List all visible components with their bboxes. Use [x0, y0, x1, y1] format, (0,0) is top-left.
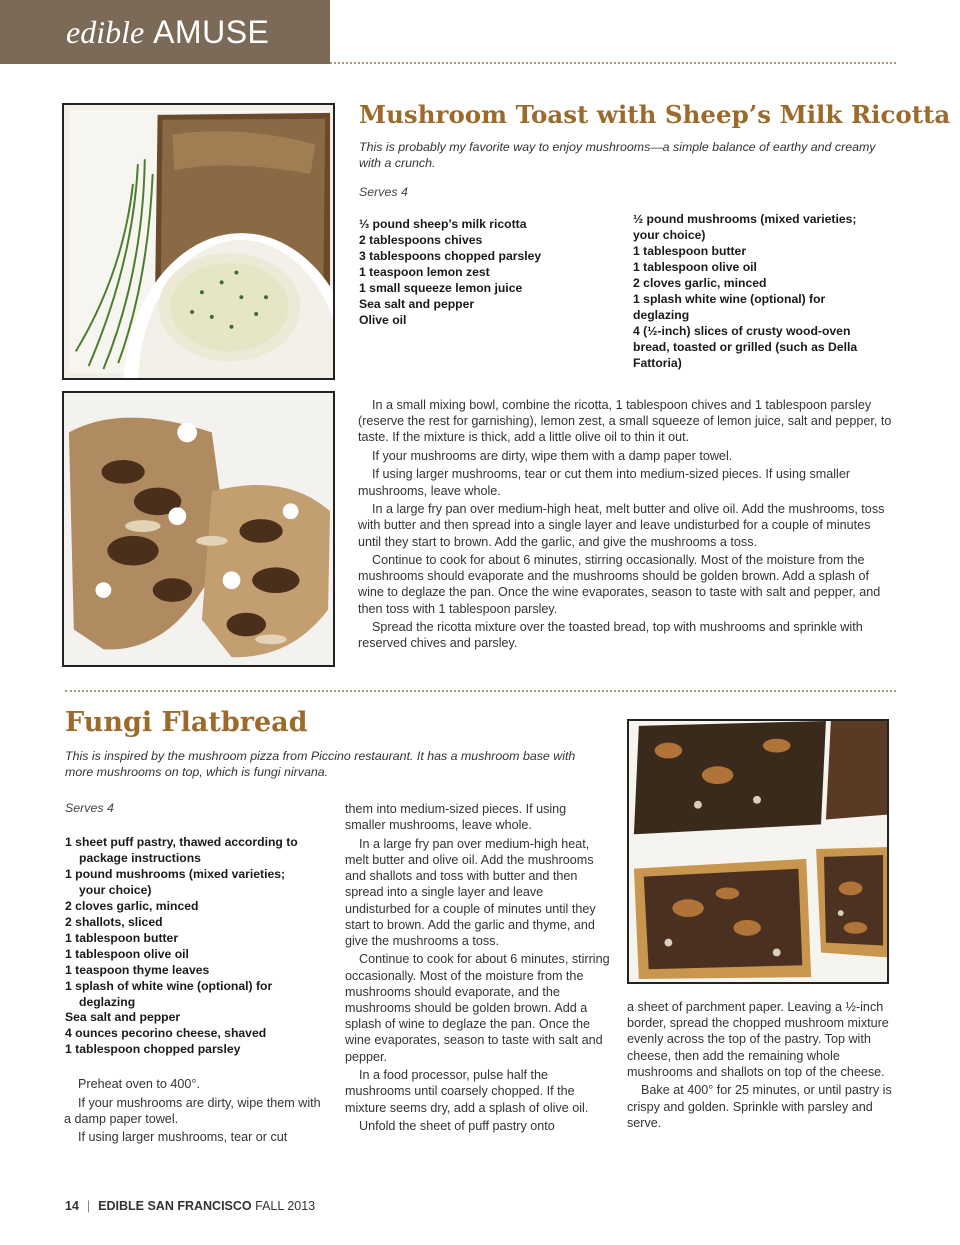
ingredient-list-left	[359, 217, 619, 329]
publication-name: EDIBLE SAN FRANCISCO	[98, 1199, 252, 1213]
direction-step: Unfold the sheet of puff pastry onto	[359, 1119, 555, 1134]
ingredient-list-right	[633, 212, 898, 372]
brand-edible: edible	[66, 14, 145, 50]
ingredient-item: 2 tablespoons chives	[359, 232, 483, 247]
ingredient-item: 1 teaspoon lemon zest	[359, 264, 490, 279]
serves-fungi-flatbread: Serves 4	[65, 801, 114, 815]
direction-step: If using larger mushrooms, tear or cut them into medium-sized pieces. If using smaller mushrooms, leave whole.	[358, 467, 851, 498]
ingredient-item-continued: deglazing	[79, 994, 136, 1009]
directions-column-1	[64, 1076, 326, 1148]
ingredient-item: 1 tablespoon olive oil	[65, 946, 189, 961]
ingredient-item: 1 sheet puff pastry, thawed according to	[65, 835, 298, 849]
direction-step: If using larger mushrooms, tear or cut	[78, 1130, 288, 1145]
ingredient-item: 1 tablespoon butter	[65, 930, 179, 945]
serves-mushroom-toast: Serves 4	[359, 185, 408, 199]
direction-step: Bake at 400° for 25 minutes, or until pastry is crispy and golden. Sprinkle with parsley and serve.	[627, 1083, 892, 1130]
recipe-title-mushroom-toast: Mushroom Toast with Sheep’s Milk Ricotta	[359, 100, 951, 129]
page-footer	[65, 1199, 315, 1213]
section-header-bar	[0, 0, 330, 64]
ingredient-item: ½ pound mushrooms (mixed varieties;	[633, 212, 857, 226]
directions-mushroom-toast	[358, 397, 896, 654]
page-number: 14	[65, 1199, 79, 1213]
ingredient-item: 4 ounces pecorino cheese, shaved	[65, 1026, 267, 1041]
direction-step: Spread the ricotta mixture over the toasted bread, top with mushrooms and sprinkle with reserved chives and parsley.	[358, 620, 863, 651]
ingredient-item: deglazing	[633, 307, 690, 322]
ingredient-item: ⅓ pound sheep’s milk ricotta	[359, 217, 527, 231]
ingredient-item: 1 teaspoon thyme leaves	[65, 962, 210, 977]
ingredient-item: bread, toasted or grilled (such as Della	[633, 339, 858, 354]
mushroom-toast-photo	[62, 391, 335, 667]
directions-column-3	[627, 999, 895, 1133]
ingredient-item: 1 tablespoon chopped parsley	[65, 1042, 241, 1057]
direction-step: If your mushrooms are dirty, wipe them with a damp paper towel.	[372, 448, 733, 463]
ingredient-item: 1 pound mushrooms (mixed varieties;	[65, 866, 286, 881]
direction-step: In a small mixing bowl, combine the ricotta, 1 tablespoon chives and 1 tablespoon parsley (reserve the rest for garnishing), lemon zest, a small squeeze of lemon juice, salt and pepper, to taste. If the mixture is thick, add a little olive oil to thin it out.	[358, 398, 892, 445]
ingredient-item: 2 cloves garlic, minced	[633, 275, 767, 290]
ingredient-item: Olive oil	[359, 312, 407, 327]
ingredient-item: Sea salt and pepper	[65, 1010, 181, 1025]
section-brand	[66, 14, 269, 51]
direction-step: Continue to cook for about 6 minutes, stirring occasionally. Most of the moisture from the mushrooms should evaporate, and the mushrooms should be golden brown. Add a splash of wine to deglaze the pan. Once the wine evaporates, season to taste with salt and pepper.	[345, 952, 610, 1064]
direction-step: Continue to cook for about 6 minutes, stirring occasionally. Most of the moisture from the mushrooms should evaporate and the mushrooms should be golden brown. Add a splash of wine to deglaze the pan. Once the wine evaporates, season to taste with salt and pepper, and then toss with 1 tablespoon parsley.	[358, 553, 881, 616]
direction-step: In a large fry pan over medium-high heat, melt butter and olive oil. Add the mushrooms and shallots and toss with butter and then spread into a single layer and leave undisturbed for a couple of minutes until they start to brown. Add the garlic and thyme, and give the mushrooms a toss.	[345, 836, 596, 948]
ingredient-item: 2 shallots, sliced	[65, 914, 163, 929]
recipe-intro-mushroom-toast: This is probably my favorite way to enjoy mushrooms—a simple balance of earthy and creamy with a crunch.	[359, 140, 876, 170]
flatbread-photo	[627, 719, 889, 984]
ingredient-item: 1 splash of white wine (optional) for	[65, 978, 273, 993]
ingredient-item: 1 tablespoon butter	[633, 243, 747, 258]
direction-step: If your mushrooms are dirty, wipe them with a damp paper towel.	[64, 1095, 321, 1126]
direction-step: In a food processor, pulse half the mushrooms until coarsely chopped. If the mixture seems dry, add a splash of olive oil.	[345, 1068, 589, 1115]
ingredient-item-continued: your choice)	[79, 882, 152, 897]
ingredient-item: 1 tablespoon olive oil	[633, 259, 757, 274]
ingredient-item: Fattoria)	[633, 355, 682, 370]
ingredient-list-flatbread	[65, 835, 335, 1058]
header-rule	[330, 62, 896, 64]
ingredient-item: 1 splash white wine (optional) for	[633, 291, 826, 306]
direction-step: a sheet of parchment paper. Leaving a ½-inch border, spread the chopped mushroom mixture evenly across the top of the pastry. Top with cheese, then add the remaining whole mushrooms and shallots on top of the cheese.	[627, 1000, 889, 1079]
ingredient-item: 2 cloves garlic, minced	[65, 898, 199, 913]
brand-section-name: AMUSE	[153, 14, 270, 50]
ingredient-item: 4 (½-inch) slices of crusty wood-oven	[633, 323, 851, 338]
footer-separator: |	[86, 1199, 91, 1213]
direction-step: them into medium-sized pieces. If using smaller mushrooms, leave whole.	[345, 802, 567, 833]
ricotta-bread-photo	[62, 103, 335, 380]
ingredient-item: Sea salt and pepper	[359, 296, 475, 311]
ingredient-item: 3 tablespoons chopped parsley	[359, 248, 542, 263]
recipe-intro-fungi-flatbread: This is inspired by the mushroom pizza from Piccino restaurant. It has a mushroom base with more mushrooms on top, which is fungi nirvana.	[65, 749, 576, 779]
recipe-title-fungi-flatbread: Fungi Flatbread	[65, 707, 308, 738]
ingredient-item-continued: package instructions	[79, 850, 201, 865]
direction-step: In a large fry pan over medium-high heat, melt butter and olive oil. Add the mushrooms, toss with butter and then spread into a single layer and leave undisturbed for a couple of minutes until they start to brown. Add the garlic, and give the mushrooms a toss.	[358, 502, 885, 549]
issue-name: FALL 2013	[255, 1199, 316, 1213]
ingredient-item: 1 small squeeze lemon juice	[359, 280, 523, 295]
ingredient-item: your choice)	[633, 227, 706, 242]
direction-step: Preheat oven to 400°.	[78, 1077, 200, 1091]
directions-column-2	[345, 801, 610, 1137]
section-divider	[65, 690, 896, 692]
